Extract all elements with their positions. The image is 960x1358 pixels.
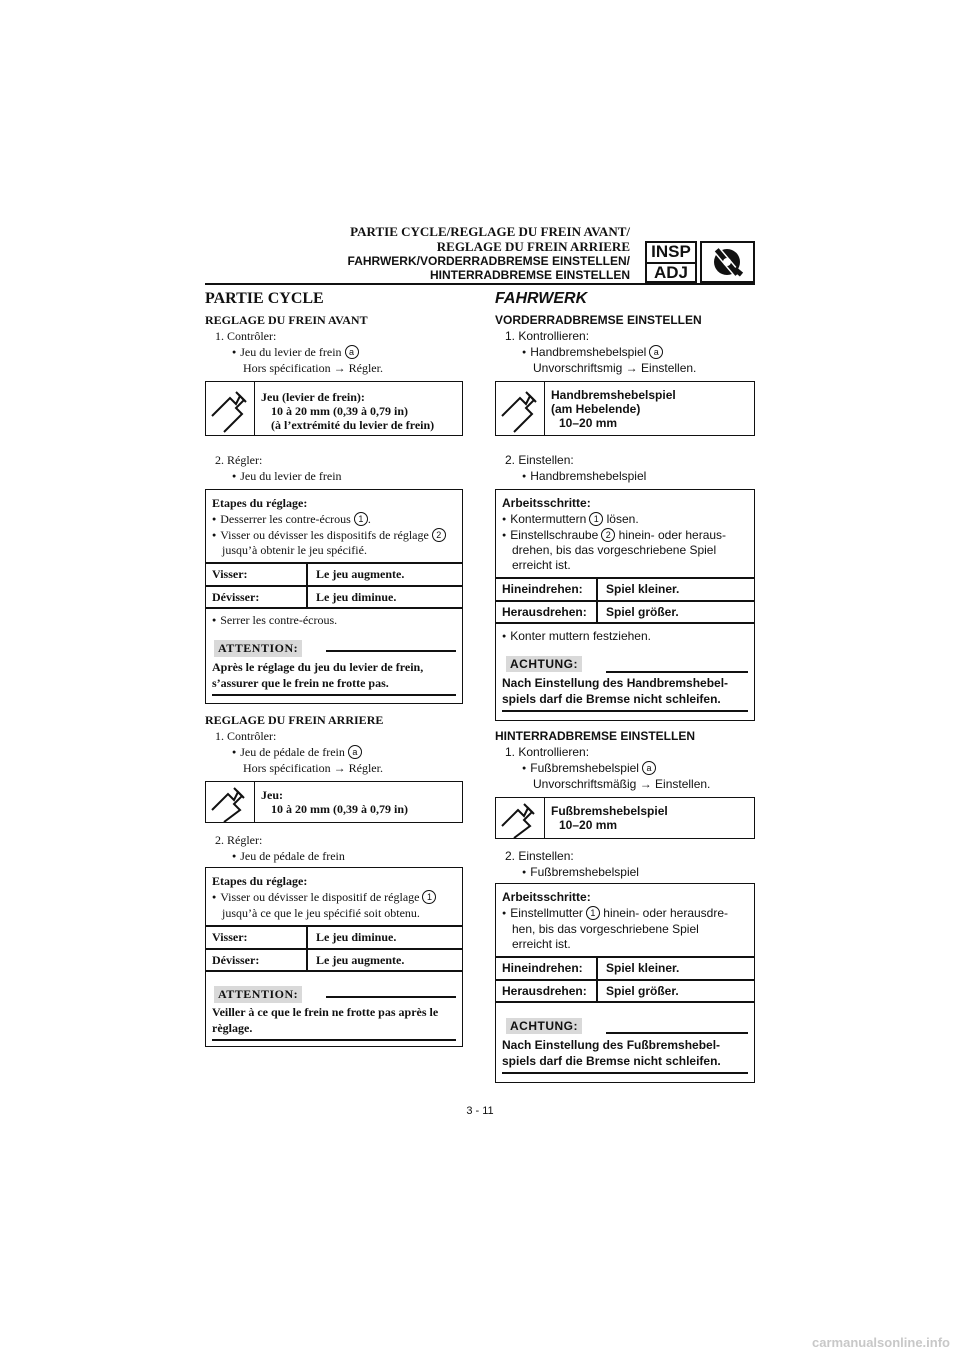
- steps-heading: Etapes du réglage:: [212, 874, 308, 888]
- fr-front-step1: 1. Contrôler:: [215, 329, 277, 343]
- mark-a: a: [642, 761, 656, 775]
- spec-line: (à l’extrémité du levier de frein): [271, 418, 435, 432]
- caliper-icon: [206, 382, 255, 435]
- table-cell: Le jeu augmente.: [316, 567, 405, 581]
- spec-line: (am Hebelende): [551, 402, 641, 416]
- steps-item-cont: jusqu’à ce que le jeu spécifié soit obtenu.: [222, 906, 420, 920]
- steps-item-cont: erreicht ist.: [512, 558, 571, 572]
- spec-line: Handbremshebelspiel: [551, 388, 676, 402]
- de-rear-spec-box: [495, 797, 755, 839]
- tool-badge: [700, 241, 755, 283]
- table-cell: Le jeu augmente.: [316, 953, 405, 967]
- steps-item: ● Serrer les contre-écrous.: [212, 613, 337, 630]
- de-section-title: FAHRWERK: [495, 290, 588, 307]
- caliper-icon: [206, 782, 255, 822]
- watermark: carmanualsonline.info: [812, 1335, 950, 1350]
- steps-item: ● Einstellschraube 2 hinein- oder heraus-: [502, 528, 726, 545]
- de-rear-step2-item: ● Fußbremshebelspiel: [522, 865, 639, 882]
- de-rear-steps-box: [495, 883, 755, 1083]
- table-cell: Le jeu diminue.: [316, 930, 397, 944]
- spec-line: 10 à 20 mm (0,39 à 0,79 in): [271, 802, 408, 816]
- table-cell: Hineindrehen:: [502, 961, 583, 975]
- fr-rear-step1-item: ● Jeu de pédale de frein a: [232, 745, 362, 762]
- de-front-steps-box: [495, 489, 755, 721]
- fr-rear-step2: 2. Régler:: [215, 833, 263, 847]
- fr-front-title: REGLAGE DU FREIN AVANT: [205, 313, 368, 327]
- de-rear-step1: 1. Kontrollieren:: [505, 745, 590, 759]
- steps-item: ● Konter muttern festziehen.: [502, 629, 651, 646]
- mark-a: a: [345, 345, 359, 359]
- header-de-line1: FAHRWERK/VORDERRADBREMSE EINSTELLEN/: [347, 254, 630, 268]
- fr-section-title: PARTIE CYCLE: [205, 290, 324, 307]
- steps-item: ● Einstellmutter 1 hinein- oder herausdre-: [502, 906, 728, 923]
- table-cell: Dévisser:: [212, 590, 260, 604]
- de-rear-step2: 2. Einstellen:: [505, 849, 574, 863]
- de-rear-step1-out: Unvorschriftsmäßig → Einstellen.: [533, 777, 711, 791]
- page-number: 3 - 11: [466, 1105, 494, 1117]
- insp-adj-badge: [645, 241, 697, 283]
- mark-a: a: [649, 345, 663, 359]
- de-front-title: VORDERRADBREMSE EINSTELLEN: [495, 313, 702, 327]
- fr-rear-step1-out: Hors spécification → Régler.: [243, 761, 383, 775]
- warning-text: Après le réglage du jeu du levier de frein,: [212, 660, 424, 674]
- fr-rear-spec-box: [205, 781, 463, 823]
- header-fr-line2: REGLAGE DU FREIN ARRIERE: [436, 239, 630, 254]
- fr-front-step2-item: ● Jeu du levier de frein: [232, 469, 342, 486]
- de-rear-step1-item: ● Fußbremshebelspiel a: [522, 761, 656, 778]
- de-front-step1: 1. Kontrollieren:: [505, 329, 590, 343]
- spec-line: 10 à 20 mm (0,39 à 0,79 in): [271, 404, 408, 418]
- fr-front-step1-item: ● Jeu du levier de frein a: [232, 345, 359, 362]
- warning-text: s’assurer que le frein ne frotte pas.: [212, 676, 389, 690]
- steps-item-cont: drehen, bis das vorgeschriebene Spiel: [512, 543, 717, 557]
- fr-rear-step2-item: ● Jeu de pédale de frein: [232, 849, 345, 866]
- table-cell: Herausdrehen:: [502, 605, 587, 619]
- badge-insp: INSP: [647, 243, 695, 264]
- warning-text: Veiller à ce que le frein ne frotte pas après le: [212, 1005, 439, 1019]
- steps-heading: Etapes du réglage:: [212, 496, 308, 510]
- table-cell: Dévisser:: [212, 953, 260, 967]
- warning-text: spiels darf die Bremse nicht schleifen.: [502, 692, 721, 706]
- steps-item: ● Kontermuttern 1 lösen.: [502, 512, 639, 529]
- table-cell: Spiel größer.: [606, 984, 679, 998]
- attention-label: ACHTUNG:: [506, 656, 582, 672]
- steps-item: ● Visser ou dévisser les dispositifs de réglage 2: [212, 528, 446, 545]
- attention-label: ATTENTION:: [214, 640, 302, 657]
- steps-item: ● Visser ou dévisser le dispositif de réglage 1: [212, 890, 436, 907]
- de-front-step1-out: Unvorschriftsmig → Einstellen.: [533, 361, 697, 375]
- header-fr-line1: PARTIE CYCLE/REGLAGE DU FREIN AVANT/: [350, 224, 630, 239]
- table-cell: Spiel kleiner.: [606, 582, 680, 596]
- wrench-screwdriver-icon: [702, 243, 753, 281]
- mark-a: a: [348, 745, 362, 759]
- fr-front-steps-box: [205, 489, 463, 704]
- steps-item-cont: jusqu’à obtenir le jeu spécifié.: [222, 543, 367, 557]
- steps-heading: Arbeitsschritte:: [502, 890, 591, 904]
- header-de-line2: HINTERRADBREMSE EINSTELLEN: [429, 268, 630, 282]
- warning-text: Nach Einstellung des Handbremshebel-: [502, 676, 729, 690]
- caliper-icon: [496, 382, 545, 435]
- attention-label: ACHTUNG:: [506, 1018, 582, 1034]
- fr-front-spec-box: [205, 381, 463, 436]
- table-cell: Spiel kleiner.: [606, 961, 680, 975]
- table-cell: Le jeu diminue.: [316, 590, 397, 604]
- table-cell: Spiel größer.: [606, 605, 679, 619]
- de-front-step2: 2. Einstellen:: [505, 453, 574, 467]
- spec-line: 10–20 mm: [559, 416, 618, 430]
- attention-label: ATTENTION:: [214, 986, 302, 1003]
- fr-front-step1-out: Hors spécification → Régler.: [243, 361, 383, 375]
- warning-text: Nach Einstellung des Fußbremshebel-: [502, 1038, 721, 1052]
- de-front-step2-item: ● Handbremshebelspiel: [522, 469, 646, 486]
- spec-line: Fußbremshebelspiel: [551, 804, 668, 818]
- steps-item: ● Desserrer les contre-écrous 1 .: [212, 512, 371, 529]
- steps-heading: Arbeitsschritte:: [502, 496, 591, 510]
- warning-text: règlage.: [212, 1021, 253, 1035]
- fr-rear-title: REGLAGE DU FREIN ARRIERE: [205, 713, 384, 727]
- spec-line: Jeu:: [261, 788, 283, 802]
- steps-item-cont: erreicht ist.: [512, 937, 571, 951]
- fr-front-step2: 2. Régler:: [215, 453, 263, 467]
- warning-text: spiels darf die Bremse nicht schleifen.: [502, 1054, 721, 1068]
- de-rear-title: HINTERRADBREMSE EINSTELLEN: [495, 729, 696, 743]
- table-cell: Visser:: [212, 567, 248, 581]
- table-cell: Hineindrehen:: [502, 582, 583, 596]
- fr-rear-step1: 1. Contrôler:: [215, 729, 277, 743]
- de-front-spec-box: [495, 381, 755, 436]
- caliper-icon: [496, 798, 545, 838]
- fr-rear-steps-box: [205, 867, 463, 1047]
- table-cell: Herausdrehen:: [502, 984, 587, 998]
- table-cell: Visser:: [212, 930, 248, 944]
- badge-adj: ADJ: [653, 263, 688, 282]
- spec-line: Jeu (levier de frein):: [261, 390, 365, 404]
- header-rule: [205, 283, 755, 285]
- spec-line: 10–20 mm: [559, 818, 618, 832]
- de-front-step1-item: ● Handbremshebelspiel a: [522, 345, 663, 362]
- steps-item-cont: hen, bis das vorgeschriebene Spiel: [512, 922, 699, 936]
